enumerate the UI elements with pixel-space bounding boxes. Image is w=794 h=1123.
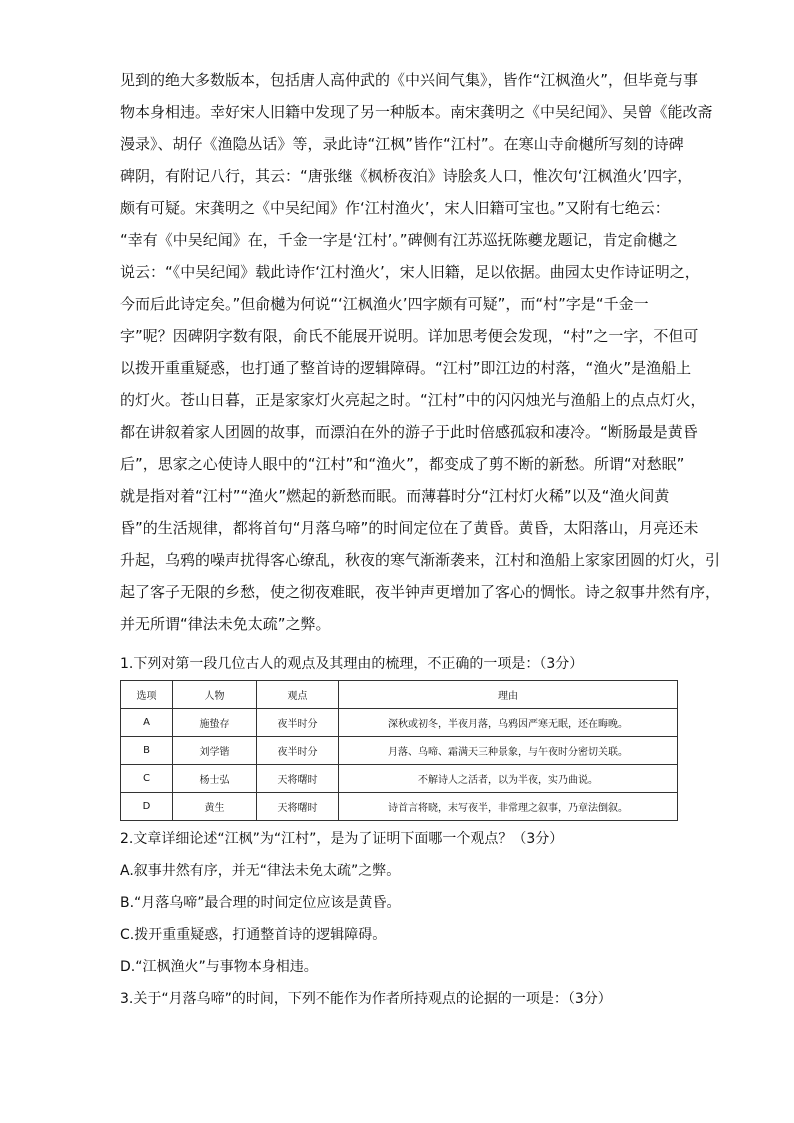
passage-line: 起了客子无限的乡愁，使之彻夜难眠，夜半钟声更增加了客心的惆怅。诗之叙事井然有序， <box>120 583 721 601</box>
cell-reason: 月落、乌啼、霜满天三种景象，与午夜时分密切关联。 <box>339 737 678 765</box>
table-row <box>121 793 678 821</box>
passage-line: 就是指对着“江村”“渔火”燃起的新愁而眠。而薄暮时分“江村灯火稀”以及“渔火间黄 <box>120 487 670 505</box>
cell-person: 施蛰存 <box>173 709 257 737</box>
table-header-row <box>121 681 678 709</box>
header-reason: 理由 <box>339 681 678 709</box>
cell-option: D <box>121 793 173 821</box>
passage-line: “幸有《中吴纪闻》在，千金一字是‘江村’。”碑侧有江苏巡抚陈夔龙题记，肯定俞樾之 <box>120 231 678 249</box>
cell-person: 刘学锴 <box>173 737 257 765</box>
header-option: 选项 <box>121 681 173 709</box>
header-viewpoint: 观点 <box>257 681 339 709</box>
passage-line: 后”，思家之心使诗人眼中的“江村”和“渔火”，都变成了剪不断的新愁。所谓“对愁眠” <box>120 455 685 473</box>
option-c: C.拨开重重疑惑，打通整首诗的逻辑障碍。 <box>120 927 387 943</box>
passage-line: 都在讲叙着家人团圆的故事，而漂泊在外的游子于此时倍感孤寂和凄冷。“断肠最是黄昏 <box>120 423 698 441</box>
cell-viewpoint: 夜半时分 <box>257 709 339 737</box>
passage-line: 说云：“《中吴纪闻》载此诗作‘江村渔火’，宋人旧籍，足以依据。曲园太史作诗证明之， <box>120 263 700 281</box>
passage-line: 并无所谓“律法未免太疏”之弊。 <box>120 615 331 633</box>
passage-line: 碑阴，有附记八行，其云：“唐张继《枫桥夜泊》诗脍炙人口，惟次句‘江枫渔火’四字， <box>120 167 693 185</box>
cell-viewpoint: 天将曙时 <box>257 765 339 793</box>
passage-line: 升起，乌鸦的噪声扰得客心缭乱，秋夜的寒气渐渐袭来，江村和渔船上家家团圆的灯火，引 <box>120 551 721 569</box>
question-2: 2.文章详细论述“江枫”为“江村”，是为了证明下面哪一个观点？（3分） <box>120 831 564 847</box>
passage-line: 昏”的生活规律，都将首句“月落乌啼”的时间定位在了黄昏。黄昏，太阳落山，月亮还未 <box>120 519 699 537</box>
passage-line: 今而后此诗定矣。”但俞樾为何说“‘江枫渔火’四字颇有可疑”，而“村”字是“千金一 <box>120 295 649 313</box>
cell-viewpoint: 夜半时分 <box>257 737 339 765</box>
cell-reason: 深秋或初冬，半夜月落，乌鸦因严寒无眠，还在晦晚。 <box>339 709 678 737</box>
passage-line: 见到的绝大多数版本，包括唐人高仲武的《中兴间气集》，皆作“江枫渔火”，但毕竟与事 <box>120 71 699 89</box>
passage-line: 漫录》、胡仔《渔隐丛话》等，录此诗“江枫”皆作“江村”。在寒山寺俞樾所写刻的诗碑 <box>120 135 684 153</box>
cell-person: 黄生 <box>173 793 257 821</box>
option-d: D.“江枫渔火”与事物本身相违。 <box>120 959 318 975</box>
passage-line: 以拨开重重疑惑，也打通了整首诗的逻辑障碍。“江村”即江边的村落，“渔火”是渔船上 <box>120 359 692 377</box>
cell-option: A <box>121 709 173 737</box>
viewpoint-table <box>120 680 678 821</box>
passage-line: 字”呢？因碑阴字数有限，俞氏不能展开说明。详加思考便会发现，“村”之一字，不但可 <box>120 327 699 345</box>
cell-reason: 不解诗人之活者，以为半夜，实乃曲说。 <box>339 765 678 793</box>
passage-paragraph <box>120 64 721 640</box>
cell-person: 杨士弘 <box>173 765 257 793</box>
table-row <box>121 765 678 793</box>
table-row <box>121 709 678 737</box>
passage-line: 物本身相违。幸好宋人旧籍中发现了另一种版本。南宋龚明之《中吴纪闻》、吴曾《能改斋 <box>120 103 713 121</box>
option-b: B.“月落乌啼”最合理的时间定位应该是黄昏。 <box>120 895 401 911</box>
header-person: 人物 <box>173 681 257 709</box>
cell-option: B <box>121 737 173 765</box>
table-row <box>121 737 678 765</box>
cell-option: C <box>121 765 173 793</box>
cell-viewpoint: 天将曙时 <box>257 793 339 821</box>
exam-page <box>120 64 721 1009</box>
question-1: 1.下列对第一段几位古人的观点及其理由的梳理，不正确的一项是：（3分） <box>120 656 584 672</box>
passage-line: 的灯火。苍山日暮，正是家家灯火亮起之时。“江村”中的闪闪烛光与渔船上的点点灯火， <box>120 391 706 409</box>
passage-line: 颇有可疑。宋龚明之《中吴纪闻》作‘江村渔火’，宋人旧籍可宝也。”又附有七绝云： <box>120 199 670 217</box>
option-a: A.叙事井然有序，并无“律法未免太疏”之弊。 <box>120 863 401 879</box>
cell-reason: 诗首言将晓，末写夜半，非常理之叙事，乃章法倒叙。 <box>339 793 678 821</box>
question-3: 3.关于“月落乌啼”的时间，下列不能作为作者所持观点的论据的一项是：（3分） <box>120 991 612 1007</box>
